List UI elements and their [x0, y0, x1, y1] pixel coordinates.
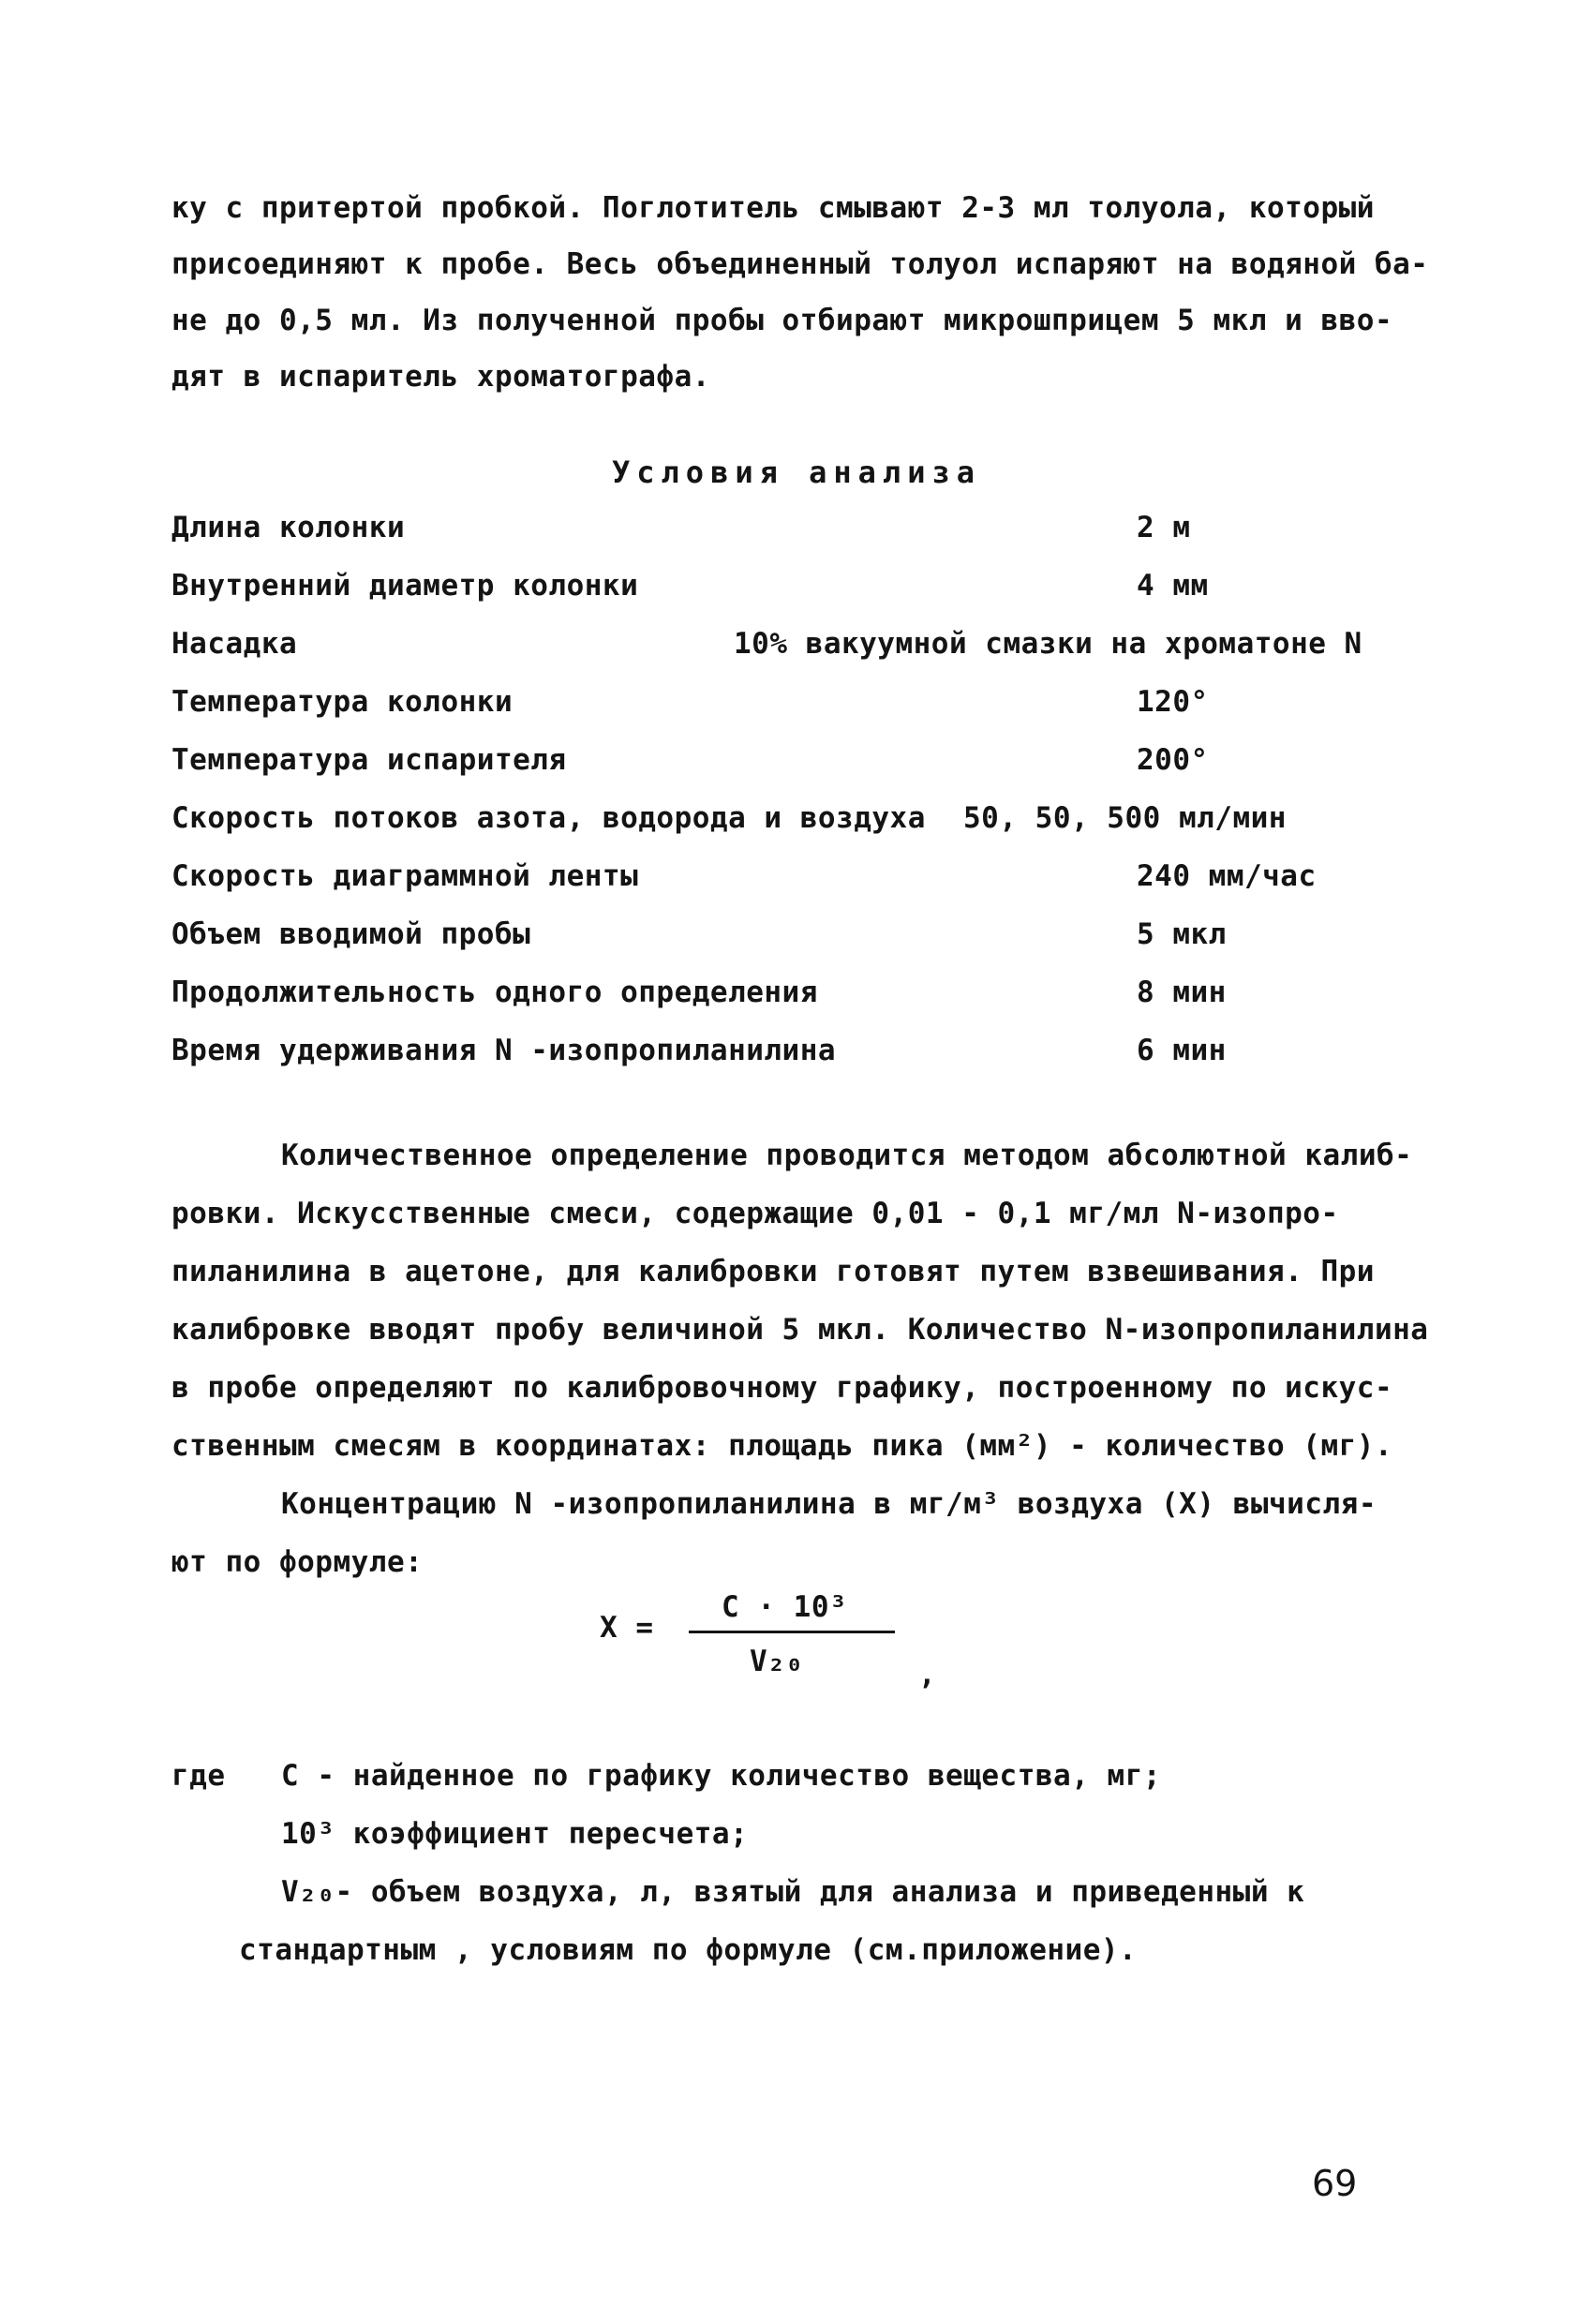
condition-label: Внутренний диаметр колонки	[171, 569, 639, 603]
condition-row	[171, 917, 1390, 958]
condition-row	[171, 569, 1390, 609]
condition-row	[171, 685, 1390, 725]
condition-label: Насадка	[171, 627, 298, 661]
condition-value: 5 мкл	[1137, 917, 1227, 951]
condition-label: Скорость диаграммной ленты	[171, 859, 639, 893]
definition-line-2: 10³ коэффициент пересчета;	[281, 1817, 749, 1851]
condition-row	[171, 1036, 1390, 1074]
condition-value: 6 мин	[1137, 1034, 1227, 1067]
condition-label: Продолжительность одного определения	[171, 976, 818, 1009]
condition-label: Объем вводимой пробы	[171, 917, 531, 951]
formula-lhs: X =	[600, 1611, 654, 1645]
intro-line-1: ку с притертой пробкой. Поглотитель смывают 2-3 мл толуола, который	[171, 191, 1375, 225]
definition-line-1: C - найденное по графику количество вещества, мг;	[281, 1759, 1162, 1793]
condition-row	[171, 511, 1390, 551]
condition-value: 50, 50, 500 мл/мин	[963, 801, 1287, 835]
condition-value: 240 мм/час	[1137, 859, 1317, 893]
condition-row	[171, 978, 1390, 1016]
condition-row	[171, 859, 1390, 900]
formula-comma: ,	[918, 1658, 937, 1691]
body-line-7: Концентрацию N -изопропиланилина в мг/м³ воздуха (X) вычисля-	[281, 1487, 1377, 1521]
body-line-8: ют по формуле:	[171, 1545, 424, 1579]
body-line-4: калибровке вводят пробу величиной 5 мкл. Количество N-изопропиланилина	[171, 1313, 1429, 1347]
concentration-formula	[600, 1590, 937, 1706]
body-line-6: ственным смесям в координатах: площадь пика (мм²) - количество (мг).	[171, 1429, 1393, 1463]
formula-numerator: C · 10³	[722, 1590, 848, 1624]
fraction-bar	[689, 1631, 895, 1633]
condition-value: 2 м	[1137, 511, 1191, 544]
condition-label: Температура колонки	[171, 685, 514, 719]
conditions-title: Условия анализа	[612, 454, 981, 490]
condition-label: Скорость потоков азота, водорода и воздуха	[171, 801, 926, 835]
condition-label: Температура испарителя	[171, 743, 567, 777]
condition-row	[171, 627, 1390, 667]
condition-label: Длина колонки	[171, 511, 406, 544]
condition-row	[171, 743, 1390, 783]
definition-line-3: V₂₀- объем воздуха, л, взятый для анализа и приведенный к	[281, 1875, 1305, 1909]
page-number: 69	[1312, 2163, 1358, 2204]
condition-value: 8 мин	[1137, 976, 1227, 1009]
condition-value: 10% вакуумной смазки на хроматоне N	[734, 627, 1362, 661]
condition-value: 4 мм	[1137, 569, 1209, 603]
body-line-3: пиланилина в ацетоне, для калибровки готовят путем взвешивания. При	[171, 1255, 1375, 1289]
condition-value: 120°	[1137, 685, 1209, 719]
intro-line-4: дят в испаритель хроматографа.	[171, 360, 710, 394]
intro-line-3: не до 0,5 мл. Из полученной пробы отбирают микрошприцем 5 мкл и вво-	[171, 304, 1393, 337]
definition-line-4: стандартным , условиям по формуле (см.приложение).	[239, 1933, 1138, 1967]
body-line-2: ровки. Искусственные смеси, содержащие 0,01 - 0,1 мг/мл N-изопро-	[171, 1197, 1339, 1230]
formula-denominator: V₂₀	[750, 1645, 804, 1678]
condition-value: 200°	[1137, 743, 1209, 777]
where-label: где	[171, 1759, 226, 1793]
condition-row	[171, 801, 1390, 842]
intro-line-2: присоединяют к пробе. Весь объединенный толуол испаряют на водяной ба-	[171, 247, 1429, 281]
body-line-1: Количественное определение проводится методом абсолютной калиб-	[281, 1139, 1413, 1172]
condition-label: Время удерживания N -изопропиланилина	[171, 1034, 837, 1067]
body-line-5: в пробе определяют по калибровочному графику, построенному по искус-	[171, 1371, 1393, 1405]
